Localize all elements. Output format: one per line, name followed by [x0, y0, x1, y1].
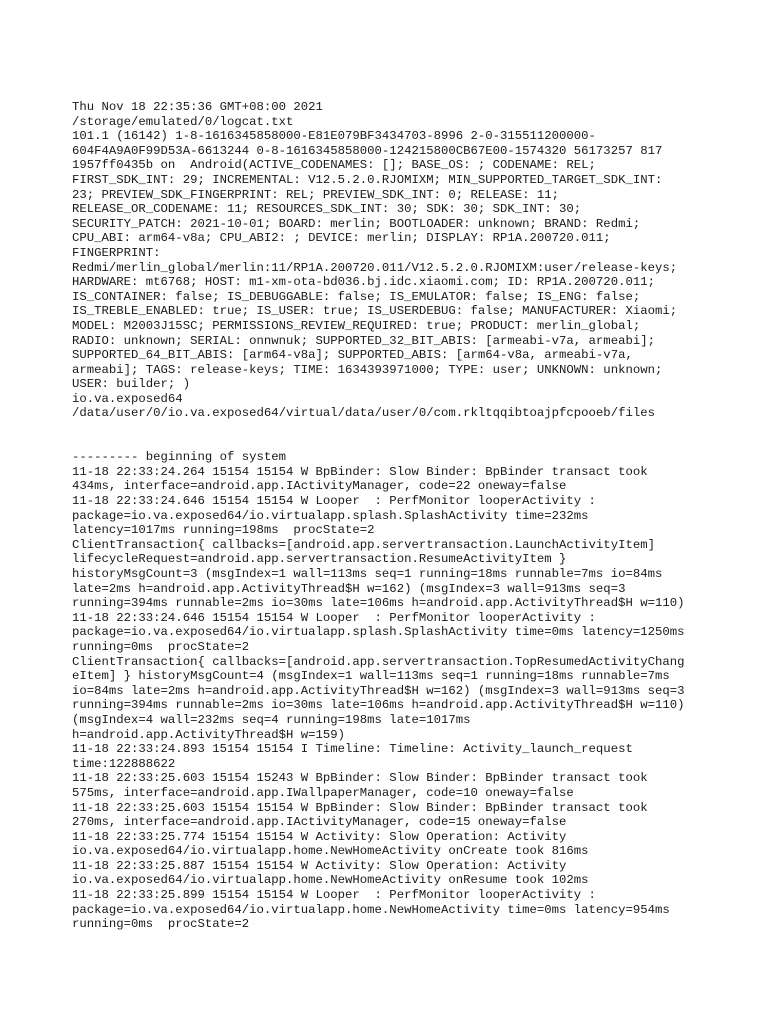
document-page — [72, 100, 712, 932]
section-gap — [72, 421, 712, 450]
device-info-header: Thu Nov 18 22:35:36 GMT+08:00 2021 /storage/emulated/0/logcat.txt 101.1 (16142) 1-8-1616345858000-E81E079BF3434703-8996 2-0-315511200000- 604F4A9A0F99D53A-6613244 0-8-1616345858000-124215800CB67E00-1574320 56173257 817 1957ff0435b on Android(ACTIVE_CODENAMES: []; BASE_OS: ; CODENAME: REL; FIRST_SDK_INT: 29; INCREMENTAL: V12.5.2.0.RJOMIXM; MIN_SUPPORTED_TARGET_SDK_INT: 23; PREVIEW_SDK_FINGERPRINT: REL; PREVIEW_SDK_INT: 0; RELEASE: 11; RELEASE_OR_CODENAME: 11; RESOURCES_SDK_INT: 30; SDK: 30; SDK_INT: 30; SECURITY_PATCH: 2021-10-01; BOARD: merlin; BOOTLOADER: unknown; BRAND: Redmi; CPU_ABI: arm64-v8a; CPU_ABI2: ; DEVICE: merlin; DISPLAY: RP1A.200720.011; FINGERPRINT: Redmi/merlin_global/merlin:11/RP1A.200720.011/V12.5.2.0.RJOMIXM:user/release-keys; HARDWARE: mt6768; HOST: m1-xm-ota-bd036.bj.idc.xiaomi.com; ID: RP1A.200720.011; IS_CONTAINER: false; IS_DEBUGGABLE: false; IS_EMULATOR: false; IS_ENG: false; IS_TREBLE_ENABLED: true; IS_USER: true; IS_USERDEBUG: false; MANUFACTURER: Xiaomi; MODEL: M2003J15SC; PERMISSIONS_REVIEW_REQUIRED: true; PRODUCT: merlin_global; RADIO: unknown; SERIAL: onnwnuk; SUPPORTED_32_BIT_ABIS: [armeabi-v7a, armeabi]; SUPPORTED_64_BIT_ABIS: [arm64-v8a]; SUPPORTED_ABIS: [arm64-v8a, armeabi-v7a, armeabi]; TAGS: release-keys; TIME: 1634393971000; TYPE: user; UNKNOWN: unknown; USER: builder; ) io.va.exposed64 /data/user/0/io.va.exposed64/virtual/data/user/0/com.rkltqqibtoajpfcpooeb/files — [72, 100, 678, 421]
logcat-entries: --------- beginning of system 11-18 22:33:24.264 15154 15154 W BpBinder: Slow Binder: BpBinder transact took 434ms, interface=android.app.IActivityManager, code=22 oneway=false 11-18 22:33:24.646 15154 15154 W Looper : PerfMonitor looperActivity : package=io.va.exposed64/io.virtualapp.splash.SplashActivity time=232ms latency=1017ms running=198ms procState=2 ClientTransaction{ callbacks=[android.app.servertransaction.LaunchActivityItem] lifecycleRequest=android.app.servertransaction.ResumeActivityItem } historyMsgCount=3 (msgIndex=1 wall=113ms seq=1 running=18ms runnable=7ms io=84ms late=2ms h=android.app.ActivityThread$H w=162) (msgIndex=3 wall=913ms seq=3 running=394ms runnable=2ms io=30ms late=106ms h=android.app.ActivityThread$H w=110) 11-18 22:33:24.646 15154 15154 W Looper : PerfMonitor looperActivity : package=io.va.exposed64/io.virtualapp.splash.SplashActivity time=0ms latency=1250ms running=0ms procState=2 ClientTransaction{ callbacks=[android.app.servertransaction.TopResumedActivityChang eItem] } historyMsgCount=4 (msgIndex=1 wall=113ms seq=1 running=18ms runnable=7ms io=84ms late=2ms h=android.app.ActivityThread$H w=162) (msgIndex=3 wall=913ms seq=3 running=394ms runnable=2ms io=30ms late=106ms h=android.app.ActivityThread$H w=110) (msgIndex=4 wall=232ms seq=4 running=198ms late=1017ms h=android.app.ActivityThread$H w=159) 11-18 22:33:24.893 15154 15154 I Timeline: Timeline: Activity_launch_request time:122888622 11-18 22:33:25.603 15154 15243 W BpBinder: Slow Binder: BpBinder transact took 575ms, interface=android.app.IWallpaperManager, code=10 oneway=false 11-18 22:33:25.603 15154 15154 W BpBinder: Slow Binder: BpBinder transact took 270ms, interface=android.app.IActivityManager, code=15 oneway=false 11-18 22:33:25.774 15154 15154 W Activity: Slow Operation: Activity io.va.exposed64/io.virtualapp.home.NewHomeActivity onCreate took 816ms 11-18 22:33:25.887 15154 15154 W Activity: Slow Operation: Activity io.va.exposed64/io.virtualapp.home.NewHomeActivity onResume took 102ms 11-18 22:33:25.899 15154 15154 W Looper : PerfMonitor looperActivity : package=io.va.exposed64/io.virtualapp.home.NewHomeActivity time=0ms latency=954ms running=0ms procState=2 — [72, 450, 685, 932]
